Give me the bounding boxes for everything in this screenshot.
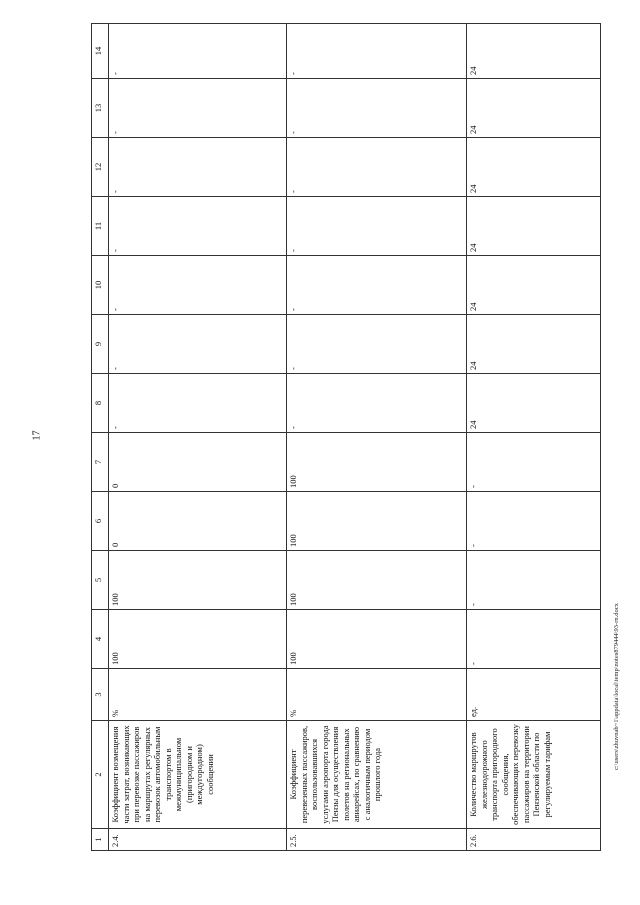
header-cell: 2	[92, 721, 109, 829]
value-cell: 24	[467, 138, 601, 197]
header-cell: 3	[92, 669, 109, 721]
value-cell: 100	[287, 492, 467, 551]
value-cell: 100	[109, 610, 287, 669]
value-cell: 24	[467, 79, 601, 138]
value-cell: 100	[287, 551, 467, 610]
value-cell: 24	[467, 374, 601, 433]
page-number: 17	[31, 430, 43, 441]
header-cell: 6	[92, 492, 109, 551]
value-cell: 24	[467, 315, 601, 374]
header-cell: 7	[92, 433, 109, 492]
value-cell: 0	[109, 492, 287, 551]
table-row	[109, 24, 287, 851]
row-number: 2.6.	[467, 829, 601, 851]
header-cell: 11	[92, 197, 109, 256]
header-cell: 4	[92, 610, 109, 669]
value-cell: 100	[287, 610, 467, 669]
value-cell: -	[467, 492, 601, 551]
value-cell: -	[287, 197, 467, 256]
value-cell: 24	[467, 197, 601, 256]
value-cell: -	[109, 256, 287, 315]
value-cell: -	[109, 24, 287, 79]
indicator-table	[91, 23, 601, 851]
header-cell: 8	[92, 374, 109, 433]
header-cell: 1	[92, 829, 109, 851]
unit-cell: %	[109, 669, 287, 721]
unit-cell: %	[287, 669, 467, 721]
value-cell: -	[287, 374, 467, 433]
header-cell: 14	[92, 24, 109, 79]
indicator-name: Коэффициент возмещения части затрат, возникающих при перевозке пассажиров на маршрутах регулярных перевозок автомобильным транспортом в межмуниципальном (пригородном и междугородном) сообщении	[109, 721, 287, 829]
row-number: 2.4.	[109, 829, 287, 851]
unit-cell: ед.	[467, 669, 601, 721]
document-file-path: c:\users\zhuvnab~1\appdata\local\temp\notes879444\93-rn.docx	[613, 603, 620, 770]
value-cell: -	[109, 138, 287, 197]
header-cell: 13	[92, 79, 109, 138]
value-cell: 24	[467, 256, 601, 315]
value-cell: -	[109, 374, 287, 433]
table-header-row	[92, 24, 109, 851]
value-cell: -	[287, 24, 467, 79]
indicator-table-container	[91, 24, 601, 851]
indicator-name: Коэффициент перевезенных пассажиров, воспользовавшихся услугами аэропорта города Пензы для осуществления полетов на региональных авиарейсах, по сравнению с аналогичным периодом прошлого года	[287, 721, 467, 829]
value-cell: -	[287, 315, 467, 374]
header-cell: 5	[92, 551, 109, 610]
value-cell: -	[467, 610, 601, 669]
value-cell: -	[287, 79, 467, 138]
table-row	[287, 24, 467, 851]
value-cell: 0	[109, 433, 287, 492]
value-cell: 100	[109, 551, 287, 610]
value-cell: -	[109, 315, 287, 374]
value-cell: -	[287, 256, 467, 315]
value-cell: -	[467, 433, 601, 492]
value-cell: -	[467, 551, 601, 610]
indicator-name: Количество маршрутов железнодорожного транспорта пригородного сообщения, обеспечивающих перевозку пассажиров на территории Пензенской области по регулируемым тарифам	[467, 721, 601, 829]
value-cell: 100	[287, 433, 467, 492]
value-cell: -	[109, 79, 287, 138]
header-cell: 10	[92, 256, 109, 315]
value-cell: 24	[467, 24, 601, 79]
row-number: 2.5.	[287, 829, 467, 851]
value-cell: -	[287, 138, 467, 197]
value-cell: -	[109, 197, 287, 256]
header-cell: 12	[92, 138, 109, 197]
table-row	[467, 24, 601, 851]
header-cell: 9	[92, 315, 109, 374]
